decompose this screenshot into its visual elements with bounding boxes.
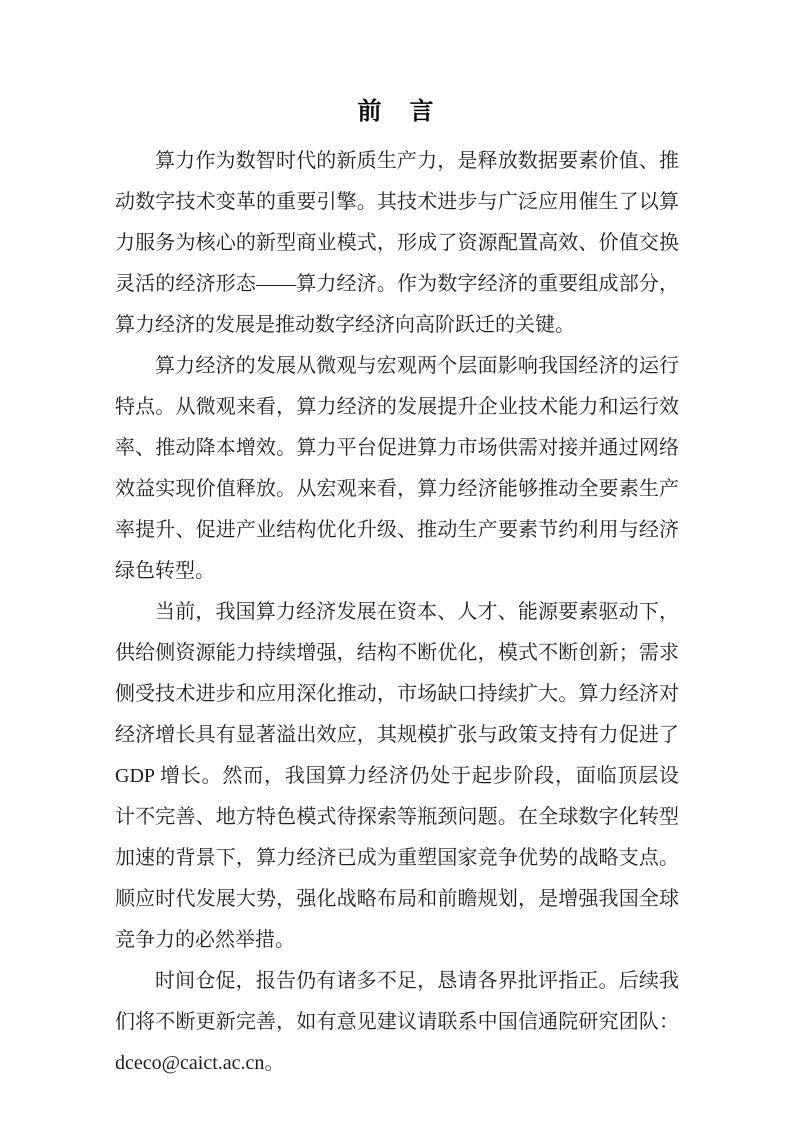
closing-text: 时间仓促，报告仍有诸多不足，恳请各界批评指正。后续我们将不断更新完善，如有意见建议请联系中国信通院研究团队： (115, 970, 679, 1033)
paragraph-intro: 算力作为数智时代的新质生产力，是释放数据要素价值、推动数字技术变革的重要引擎。其技术进步与广泛应用催生了以算力服务为核心的新型商业模式，形成了资源配置高效、价值交换灵活的经济形态——算力经济。作为数字经济的重要组成部分，算力经济的发展是推动数字经济向高阶跃迁的关键。 (115, 150, 679, 336)
paragraph-closing (115, 961, 679, 1084)
paragraph-current-status: 当前，我国算力经济发展在资本、人才、能源要素驱动下，供给侧资源能力持续增强，结构不断优化，模式不断创新；需求侧受技术进步和应用深化推动，市场缺口持续扩大。算力经济对经济增长具有显著溢出效应，其规模扩张与政策支持有力促进了 GDP 增长。然而，我国算力经济仍处于起步阶段，面临顶层设计不完善、地方特色模式待探索等瓶颈问题。在全球数字化转型加速的背景下，算力经济已成为重塑国家竞争优势的战略支点。顺应时代发展大势，强化战略布局和前瞻规划，是增强我国全球竞争力的必然举措。 (115, 601, 679, 951)
contact-email: dceco@caict.ac.cn (115, 1052, 265, 1074)
paragraph-micro-macro: 算力经济的发展从微观与宏观两个层面影响我国经济的运行特点。从微观来看，算力经济的发展提升企业技术能力和运行效率、推动降本增效。算力平台促进算力市场供需对接并通过网络效益实现价值释放。从宏观来看，算力经济能够推动全要素生产率提升、促进产业结构优化升级、推动生产要素节约利用与经济绿色转型。 (115, 355, 679, 582)
closing-punctuation: 。 (264, 1052, 285, 1074)
page-title: 前 言 (357, 98, 436, 125)
document-body (0, 141, 793, 1084)
